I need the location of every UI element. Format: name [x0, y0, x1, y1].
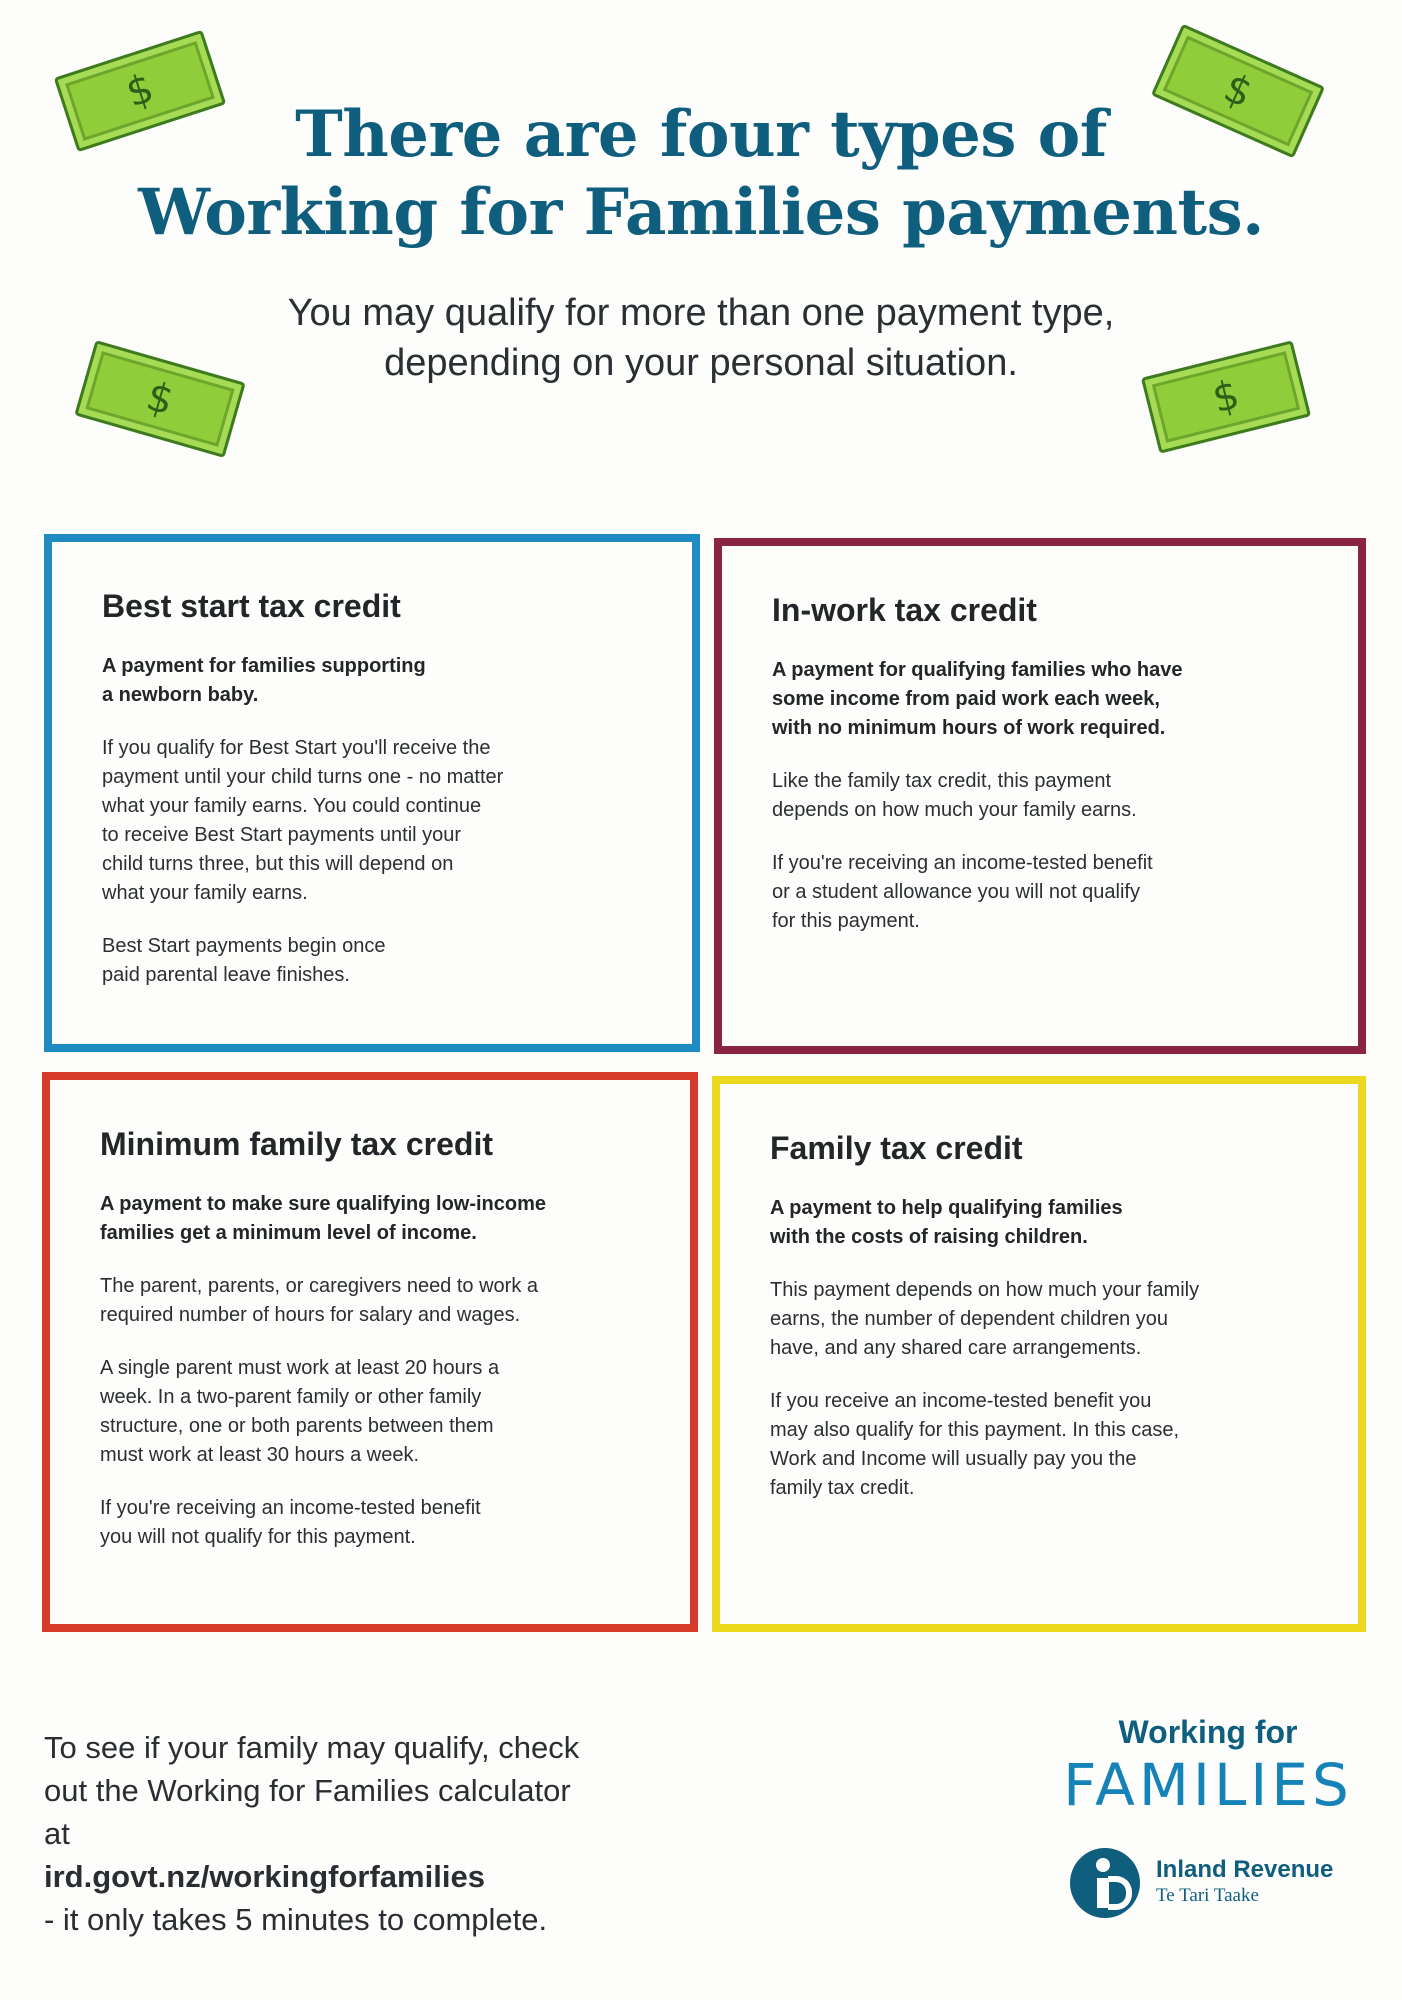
card-paragraph: If you're receiving an income-tested benefit you will not qualify for this payment.	[100, 1497, 481, 1548]
footer-line: - it only takes 5 minutes to complete.	[44, 1902, 548, 1937]
calculator-call-to-action	[44, 1726, 744, 1941]
card-paragraph: A single parent must work at least 20 hours a week. In a two-parent family or other family structure, one or both parents between them must work at least 30 hours a week.	[100, 1357, 500, 1466]
footer-line: at ird.govt.nz/workingforfamilies	[44, 1812, 744, 1898]
card-paragraph: Best Start payments begin once paid parental leave finishes.	[102, 935, 386, 986]
page-title-line: There are four types of	[295, 97, 1107, 172]
card-title: Family tax credit	[770, 1130, 1023, 1166]
logo-text: Te Tari Taake	[1156, 1885, 1259, 1906]
card-title: Minimum family tax credit	[100, 1126, 493, 1162]
card-family-tax-credit	[712, 1076, 1366, 1632]
footer-line: out the Working for Families calculator	[44, 1773, 571, 1808]
working-for-families-logo	[1058, 1712, 1358, 1818]
card-lead: A payment for families supporting a newborn baby.	[102, 655, 426, 706]
card-paragraph: If you qualify for Best Start you'll receive the payment until your child turns one - no matter what your family earns. You could continue to receive Best Start payments until your child turns three, but this will depend on what your family earns.	[102, 737, 504, 904]
dollar-sign-icon: $	[1217, 64, 1259, 118]
card-in-work	[714, 538, 1366, 1054]
page-subtitle-line: You may qualify for more than one payment type,	[287, 292, 1115, 334]
card-paragraph: If you're receiving an income-tested benefit or a student allowance you will not qualify for this payment.	[772, 852, 1153, 932]
logo-text: Inland Revenue	[1156, 1856, 1334, 1883]
page-subtitle-line: depending on your personal situation.	[384, 342, 1018, 384]
inland-revenue-logo	[1070, 1848, 1334, 1918]
card-lead: A payment to help qualifying families with the costs of raising children.	[770, 1197, 1123, 1248]
card-paragraph: The parent, parents, or caregivers need to work a required number of hours for salary and wages.	[100, 1275, 539, 1326]
card-minimum-family	[42, 1072, 698, 1632]
dollar-sign-icon: $	[141, 373, 179, 425]
dollar-sign-icon: $	[1208, 371, 1244, 423]
calculator-link[interactable]: ird.govt.nz/workingforfamilies	[44, 1859, 485, 1894]
page-title	[0, 96, 1402, 252]
page-title-line: Working for Families payments.	[138, 175, 1264, 250]
page-subtitle	[0, 288, 1402, 388]
card-lead: A payment to make sure qualifying low-income families get a minimum level of income.	[100, 1193, 547, 1244]
logo-text: Working for	[1118, 1714, 1298, 1750]
card-title: Best start tax credit	[102, 588, 401, 624]
card-best-start	[44, 534, 700, 1052]
card-paragraph: This payment depends on how much your family earns, the number of dependent children you have, and any shared care arrangements.	[770, 1279, 1200, 1359]
card-title: In-work tax credit	[772, 592, 1037, 628]
dollar-sign-icon: $	[120, 65, 160, 117]
footer-line: To see if your family may qualify, check	[44, 1730, 580, 1765]
inland-revenue-mark-icon	[1070, 1848, 1140, 1918]
card-lead: A payment for qualifying families who have some income from paid work each week, with no minimum hours of work required.	[772, 659, 1183, 739]
card-paragraph: If you receive an income-tested benefit you may also qualify for this payment. In this case, Work and Income will usually pay you the family tax credit.	[770, 1390, 1180, 1499]
card-paragraph: Like the family tax credit, this payment depends on how much your family earns.	[772, 770, 1137, 821]
logo-text: FAMILIES	[1063, 1751, 1353, 1819]
